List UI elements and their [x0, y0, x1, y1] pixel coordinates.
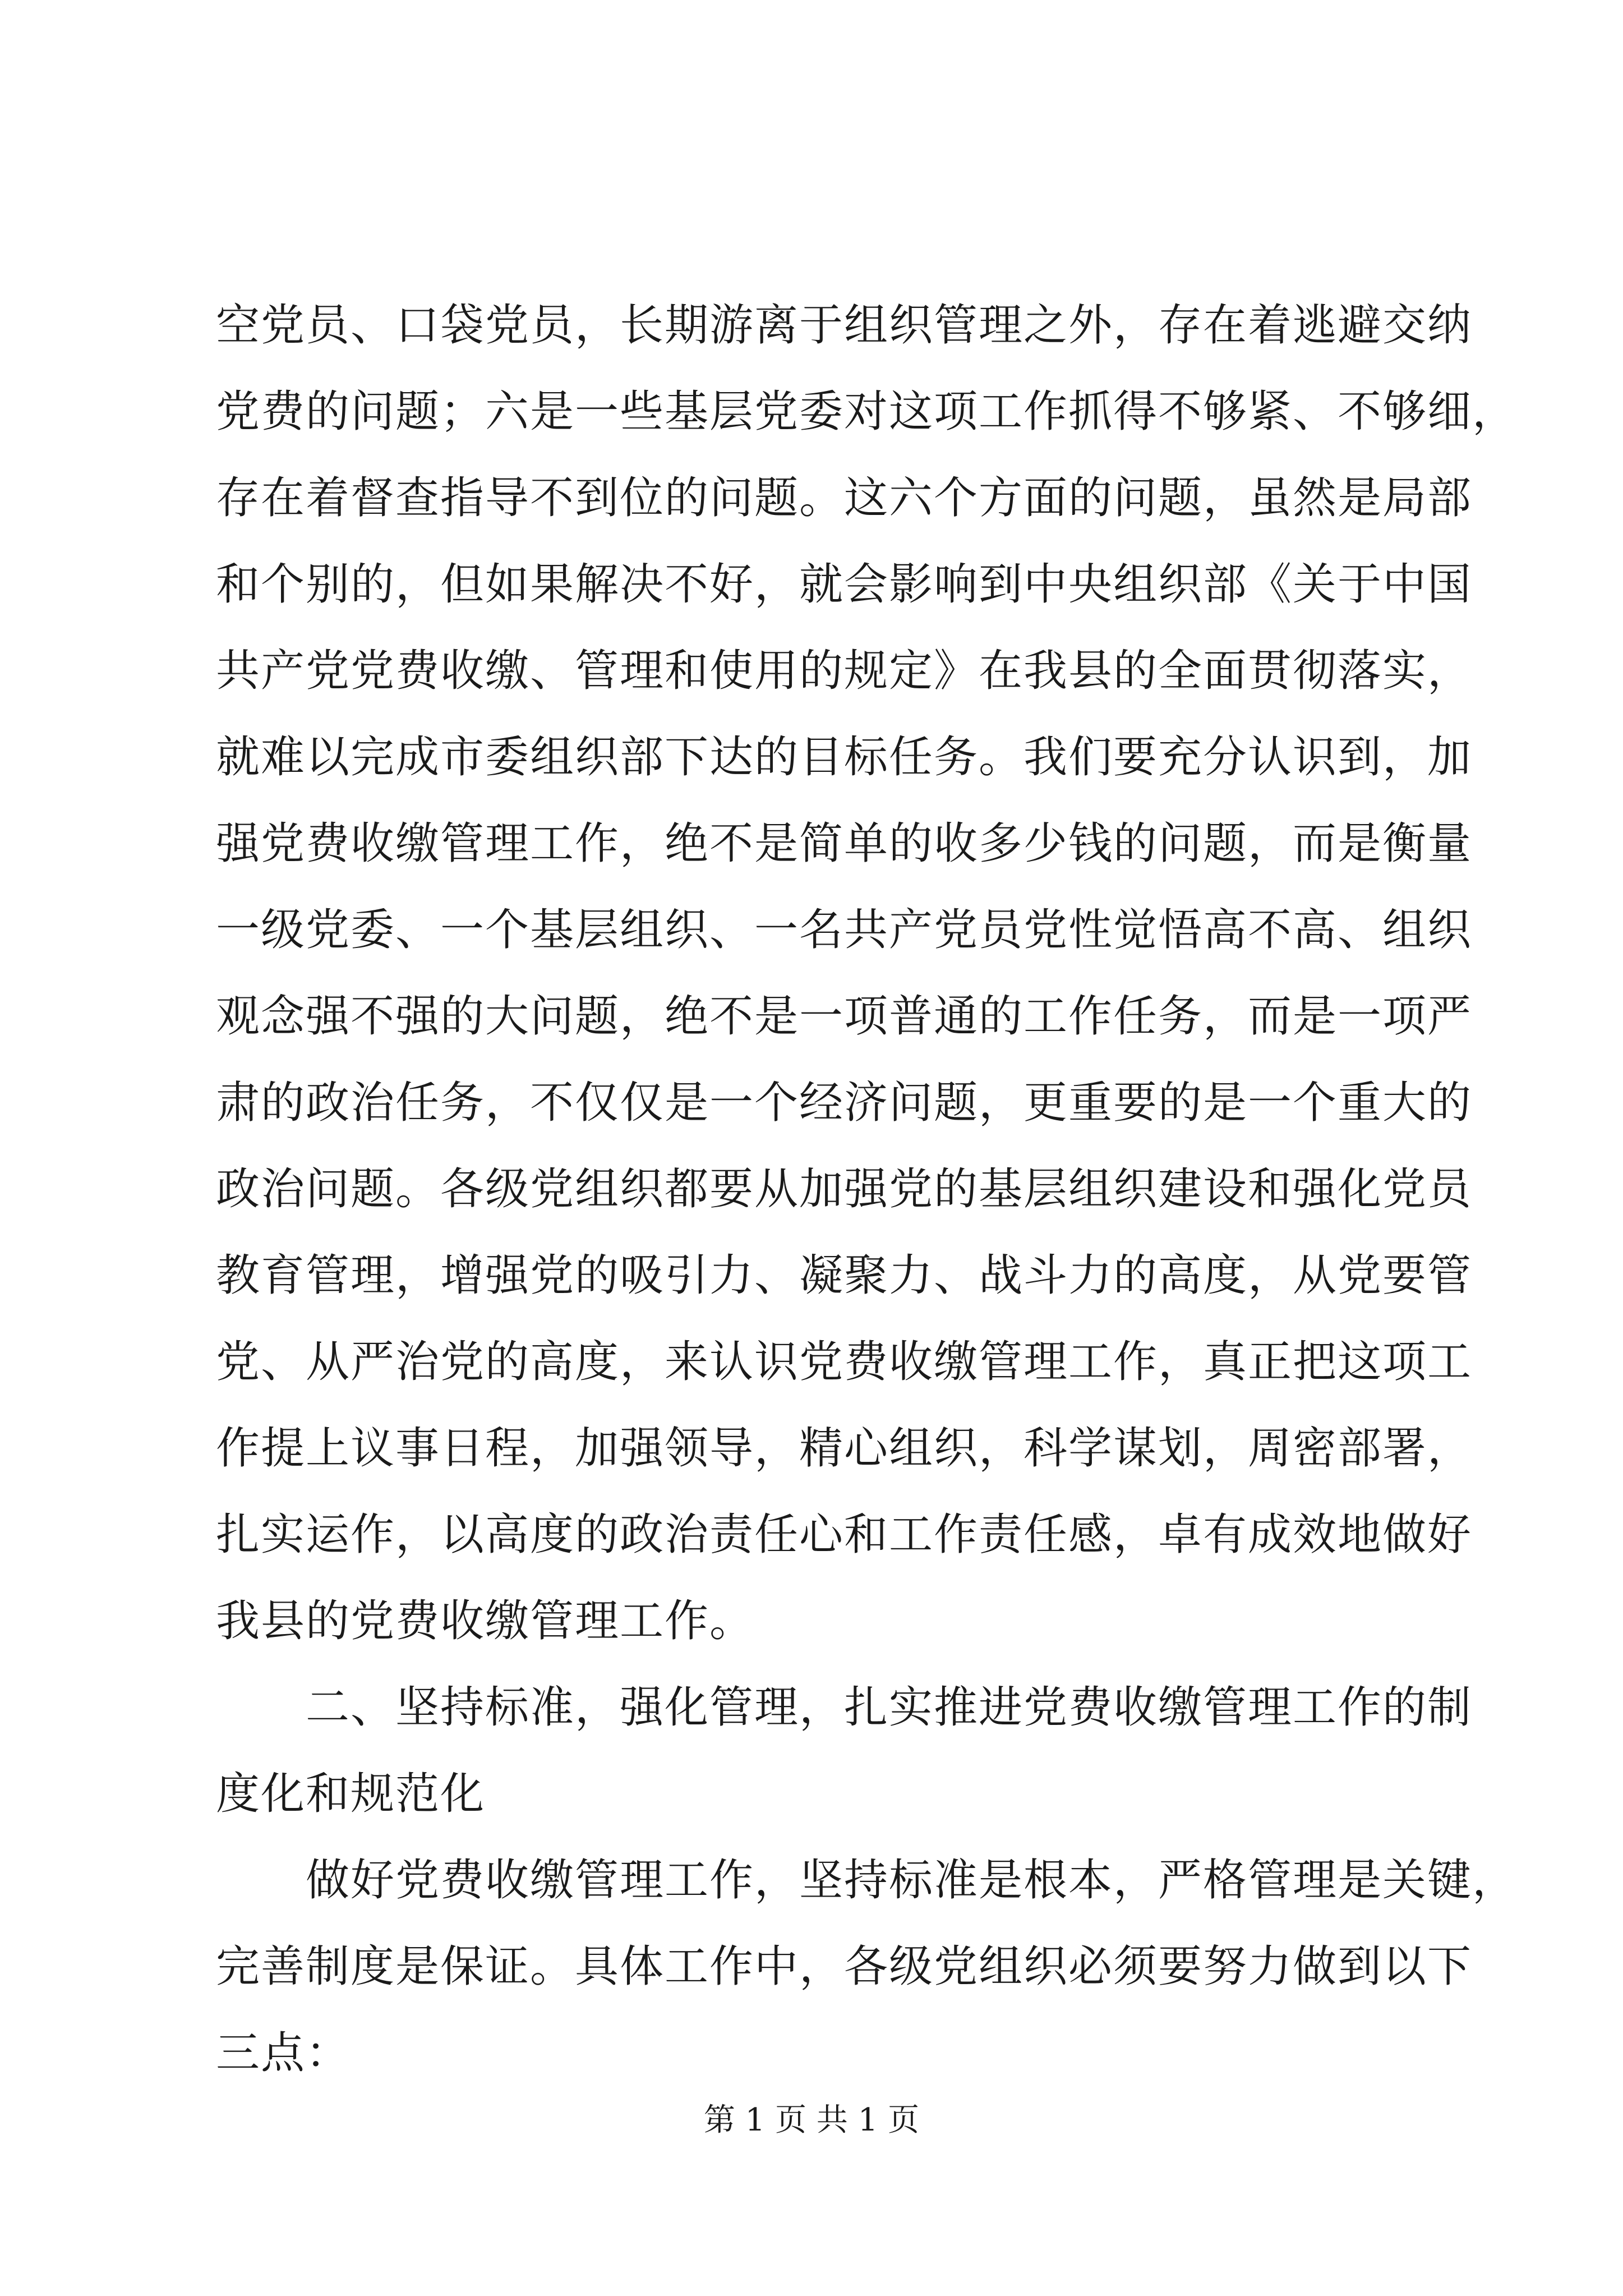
body-line: 肃的政治任务，不仅仅是一个经济问题，更重要的是一个重大的: [216, 1078, 1473, 1128]
body-line: 党费的问题；六是一些基层党委对这项工作抓得不够紧、不够细，: [216, 386, 1518, 437]
section-heading-line: 二、坚持标准，强化管理，扎实推进党费收缴管理工作的制: [216, 1682, 1473, 1733]
body-line: 共产党党费收缴、管理和使用的规定》在我县的全面贯彻落实，: [216, 646, 1473, 696]
body-line: 一级党委、一个基层组织、一名共产党员党性觉悟高不高、组织: [216, 905, 1473, 955]
body-line: 政治问题。各级党组织都要从加强党的基层组织建设和强化党员: [216, 1164, 1473, 1214]
body-line: 存在着督查指导不到位的问题。这六个方面的问题，虽然是局部: [216, 473, 1473, 523]
body-line: 就难以完成市委组织部下达的目标任务。我们要充分认识到，加: [216, 732, 1473, 783]
body-line: 和个别的，但如果解决不好，就会影响到中央组织部《关于中国: [216, 559, 1473, 610]
body-line: 作提上议事日程，加强领导，精心组织，科学谋划，周密部署，: [216, 1423, 1473, 1474]
body-line: 扎实运作，以高度的政治责任心和工作责任感，卓有成效地做好: [216, 1510, 1473, 1560]
body-line: 观念强不强的大问题，绝不是一项普通的工作任务，而是一项严: [216, 991, 1473, 1042]
body-line: 三点：: [216, 2028, 351, 2078]
section-heading-line: 度化和规范化: [216, 1769, 486, 1819]
body-line: 完善制度是保证。具体工作中，各级党组织必须要努力做到以下: [216, 1941, 1473, 1992]
body-line: 我县的党费收缴管理工作。: [216, 1596, 755, 1646]
body-line: 做好党费收缴管理工作，坚持标准是根本，严格管理是关键，: [216, 1855, 1518, 1906]
body-line: 教育管理，增强党的吸引力、凝聚力、战斗力的高度，从党要管: [216, 1250, 1473, 1301]
body-line: 空党员、口袋党员，长期游离于组织管理之外，存在着逃避交纳: [216, 300, 1473, 351]
body-line: 党、从严治党的高度，来认识党费收缴管理工作，真正把这项工: [216, 1337, 1473, 1387]
page-footer: 第 1 页 共 1 页: [703, 2102, 920, 2138]
body-line: 强党费收缴管理工作，绝不是简单的收多少钱的问题，而是衡量: [216, 818, 1473, 869]
